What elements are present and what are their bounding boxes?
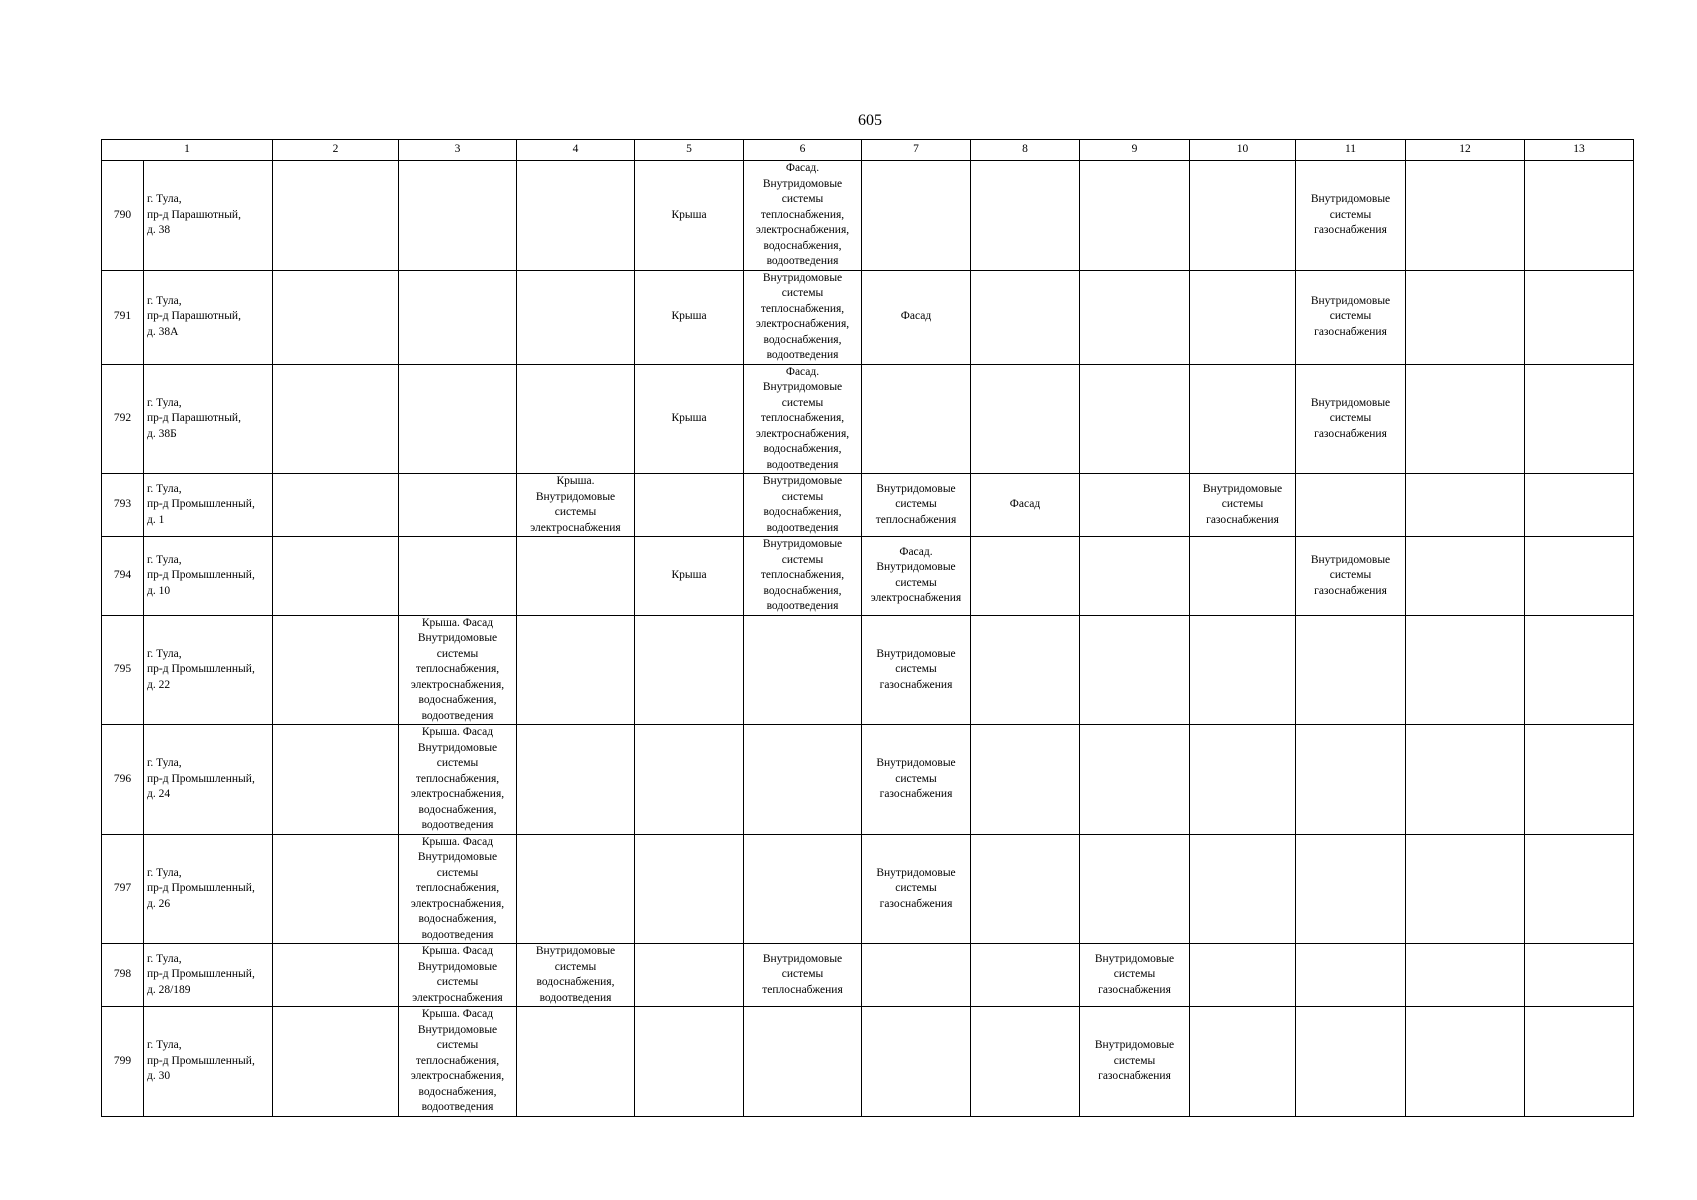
work-cell-col-12	[1406, 725, 1525, 835]
work-cell-col-3	[399, 161, 517, 271]
work-cell-col-10	[1190, 161, 1296, 271]
work-cell-col-13	[1525, 725, 1634, 835]
work-cell-col-6	[744, 944, 862, 1007]
column-header-2: 2	[273, 140, 399, 161]
work-cell-col-12	[1406, 270, 1525, 364]
work-cell-col-13	[1525, 834, 1634, 944]
work-text: Фасад	[900, 310, 932, 323]
work-cell-col-7	[862, 944, 971, 1007]
work-text: Внутридомовые системы теплоснабжения	[875, 482, 957, 526]
work-text: Крыша	[671, 412, 707, 424]
work-text: Крыша	[671, 208, 707, 221]
work-cell-col-7	[862, 161, 971, 271]
address-cell	[144, 270, 273, 364]
work-cell-col-12	[1406, 1007, 1525, 1117]
address-text: г. Тула, пр-д Промышленный, д. 24	[147, 757, 255, 800]
work-cell-col-2	[273, 834, 399, 944]
work-text: Крыша	[671, 310, 707, 323]
column-header-3: 3	[399, 140, 517, 161]
work-cell-col-3	[399, 944, 517, 1007]
work-cell-col-4	[517, 725, 635, 835]
work-cell-col-6	[744, 537, 862, 616]
work-cell-col-5	[635, 1007, 744, 1117]
work-text: Фасад	[1009, 498, 1041, 511]
work-cell-col-8	[971, 270, 1080, 364]
work-cell-col-11	[1296, 364, 1406, 474]
work-cell-col-3	[399, 615, 517, 725]
work-cell-col-12	[1406, 615, 1525, 725]
row-number: 799	[102, 1007, 144, 1117]
address-text: г. Тула, пр-д Промышленный, д. 22	[147, 647, 255, 691]
work-cell-col-6	[744, 834, 862, 944]
work-cell-col-9	[1080, 725, 1190, 835]
work-cell-col-7	[862, 1007, 971, 1117]
work-cell-col-3	[399, 725, 517, 835]
work-cell-col-5	[635, 944, 744, 1007]
table-row	[102, 161, 1634, 271]
work-cell-col-9	[1080, 1007, 1190, 1117]
column-header-6: 6	[744, 140, 862, 161]
work-cell-col-13	[1525, 537, 1634, 616]
column-header-8: 8	[971, 140, 1080, 161]
work-cell-col-10	[1190, 364, 1296, 474]
work-text: Фасад. Внутридомовые системы электроснабжения	[870, 545, 962, 605]
work-cell-col-10	[1190, 474, 1296, 537]
table-row	[102, 270, 1634, 364]
work-cell-col-5	[635, 725, 744, 835]
table-row	[102, 1007, 1634, 1117]
work-cell-col-2	[273, 615, 399, 725]
table-row	[102, 834, 1634, 944]
work-cell-col-4	[517, 270, 635, 364]
work-cell-col-11	[1296, 834, 1406, 944]
row-number: 790	[102, 161, 144, 271]
work-text: Крыша. Фасад Внутридомовые системы теплоснабжения, электроснабжения, водоснабжения, водоотведения	[410, 726, 505, 831]
address-cell	[144, 615, 273, 725]
work-cell-col-11	[1296, 725, 1406, 835]
work-cell-col-8	[971, 364, 1080, 474]
work-text: Внутридомовые системы газоснабжения	[1310, 396, 1391, 440]
work-cell-col-8	[971, 474, 1080, 537]
work-text: Крыша. Фасад Внутридомовые системы теплоснабжения, электроснабжения, водоснабжения, водоотведения	[410, 835, 505, 941]
work-text: Внутридомовые системы теплоснабжения, водоснабжения, водоотведения	[760, 538, 845, 612]
work-cell-col-7	[862, 474, 971, 537]
work-text: Внутридомовые системы газоснабжения	[876, 647, 956, 691]
work-cell-col-4	[517, 834, 635, 944]
column-header-7: 7	[862, 140, 971, 161]
address-text: г. Тула, пр-д Промышленный, д. 30	[147, 1039, 255, 1082]
address-cell	[144, 1007, 273, 1117]
row-number: 794	[102, 537, 144, 616]
work-text: Крыша	[671, 569, 707, 581]
page-number: 605	[858, 112, 882, 129]
table-row	[102, 615, 1634, 725]
work-cell-col-8	[971, 615, 1080, 725]
work-cell-col-10	[1190, 270, 1296, 364]
work-cell-col-13	[1525, 474, 1634, 537]
work-text: Внутридомовые системы водоснабжения, водоотведения	[762, 475, 843, 534]
work-cell-col-5	[635, 474, 744, 537]
column-header-5: 5	[635, 140, 744, 161]
work-text: Фасад. Внутридомовые системы теплоснабжения, электроснабжения, водоснабжения, водоотведения	[755, 162, 850, 267]
work-cell-col-8	[971, 161, 1080, 271]
address-cell	[144, 537, 273, 616]
work-cell-col-5	[635, 537, 744, 616]
work-text: Крыша. Фасад Внутридомовые системы теплоснабжения, электроснабжения, водоснабжения, водоотведения	[410, 616, 505, 722]
work-cell-col-9	[1080, 834, 1190, 944]
table-row	[102, 944, 1634, 1007]
work-text: Внутридомовые системы теплоснабжения, электроснабжения, водоснабжения, водоотведения	[755, 271, 850, 361]
work-cell-col-7	[862, 615, 971, 725]
column-header-4: 4	[517, 140, 635, 161]
work-cell-col-10	[1190, 615, 1296, 725]
work-cell-col-9	[1080, 364, 1190, 474]
work-cell-col-4	[517, 944, 635, 1007]
table-row	[102, 725, 1634, 835]
work-cell-col-8	[971, 944, 1080, 1007]
row-number: 797	[102, 834, 144, 944]
work-text: Внутридомовые системы газоснабжения	[876, 757, 956, 800]
work-cell-col-13	[1525, 364, 1634, 474]
address-text: г. Тула, пр-д Промышленный, д. 1	[147, 482, 255, 526]
work-cell-col-11	[1296, 537, 1406, 616]
work-cell-col-11	[1296, 161, 1406, 271]
work-cell-col-10	[1190, 725, 1296, 835]
address-text: г. Тула, пр-д Парашютный, д. 38Б	[147, 396, 241, 440]
work-cell-col-6	[744, 615, 862, 725]
work-cell-col-4	[517, 161, 635, 271]
address-text: г. Тула, пр-д Промышленный, д. 10	[147, 553, 255, 597]
column-header-9: 9	[1080, 140, 1190, 161]
address-cell	[144, 161, 273, 271]
row-number: 793	[102, 474, 144, 537]
work-cell-col-9	[1080, 270, 1190, 364]
work-text: Внутридомовые системы теплоснабжения	[762, 952, 843, 996]
column-header-12: 12	[1406, 140, 1525, 161]
work-cell-col-2	[273, 537, 399, 616]
work-cell-col-11	[1296, 615, 1406, 725]
address-text: г. Тула, пр-д Парашютный, д. 38	[147, 193, 241, 236]
row-number: 798	[102, 944, 144, 1007]
work-cell-col-5	[635, 615, 744, 725]
address-text: г. Тула, пр-д Промышленный, д. 28/189	[147, 952, 255, 996]
address-cell	[144, 725, 273, 835]
work-cell-col-13	[1525, 1007, 1634, 1117]
work-text: Фасад. Внутридомовые системы теплоснабжения, электроснабжения, водоснабжения, водоотведения	[755, 365, 850, 471]
work-cell-col-2	[273, 1007, 399, 1117]
work-cell-col-6	[744, 474, 862, 537]
address-cell	[144, 834, 273, 944]
work-cell-col-10	[1190, 834, 1296, 944]
column-header-10: 10	[1190, 140, 1296, 161]
work-cell-col-5	[635, 270, 744, 364]
row-number: 791	[102, 270, 144, 364]
work-cell-col-2	[273, 364, 399, 474]
work-cell-col-3	[399, 537, 517, 616]
work-cell-col-2	[273, 161, 399, 271]
work-cell-col-8	[971, 537, 1080, 616]
work-cell-col-2	[273, 474, 399, 537]
work-cell-col-6	[744, 725, 862, 835]
work-cell-col-3	[399, 474, 517, 537]
work-cell-col-3	[399, 834, 517, 944]
table-row	[102, 474, 1634, 537]
work-cell-col-5	[635, 364, 744, 474]
work-text: Крыша. Фасад Внутридомовые системы теплоснабжения, электроснабжения, водоснабжения, водоотведения	[410, 1008, 505, 1113]
work-cell-col-6	[744, 364, 862, 474]
work-text: Внутридомовые системы газоснабжения	[1094, 952, 1175, 996]
column-header-11: 11	[1296, 140, 1406, 161]
work-cell-col-4	[517, 537, 635, 616]
work-cell-col-12	[1406, 537, 1525, 616]
address-text: г. Тула, пр-д Парашютный, д. 38А	[147, 294, 241, 338]
address-cell	[144, 364, 273, 474]
address-cell	[144, 474, 273, 537]
work-cell-col-8	[971, 725, 1080, 835]
work-text: Внутридомовые системы газоснабжения	[876, 866, 956, 910]
row-number: 795	[102, 615, 144, 725]
work-cell-col-11	[1296, 944, 1406, 1007]
work-cell-col-5	[635, 834, 744, 944]
work-cell-col-11	[1296, 270, 1406, 364]
work-cell-col-8	[971, 1007, 1080, 1117]
column-header-1: 1	[102, 140, 273, 161]
work-cell-col-3	[399, 1007, 517, 1117]
work-cell-col-6	[744, 1007, 862, 1117]
work-text: Внутридомовые системы газоснабжения	[1310, 553, 1391, 597]
work-cell-col-7	[862, 364, 971, 474]
work-cell-col-7	[862, 270, 971, 364]
work-cell-col-12	[1406, 364, 1525, 474]
work-cell-col-12	[1406, 944, 1525, 1007]
work-cell-col-2	[273, 944, 399, 1007]
work-text: Крыша. Фасад Внутридомовые системы электроснабжения	[412, 945, 503, 1004]
header-row	[102, 140, 1634, 161]
address-cell	[144, 944, 273, 1007]
work-cell-col-12	[1406, 161, 1525, 271]
work-cell-col-9	[1080, 615, 1190, 725]
work-cell-col-9	[1080, 474, 1190, 537]
work-text: Внутридомовые системы газоснабжения	[1202, 482, 1283, 526]
work-text: Внутридомовые системы газоснабжения	[1310, 193, 1391, 236]
work-cell-col-3	[399, 270, 517, 364]
work-cell-col-8	[971, 834, 1080, 944]
row-number: 796	[102, 725, 144, 835]
work-cell-col-4	[517, 615, 635, 725]
work-text: Внутридомовые системы водоснабжения, водоотведения	[535, 945, 616, 1004]
work-cell-col-12	[1406, 834, 1525, 944]
work-cell-col-4	[517, 474, 635, 537]
column-header-13: 13	[1525, 140, 1634, 161]
work-cell-col-13	[1525, 615, 1634, 725]
work-cell-col-13	[1525, 270, 1634, 364]
work-cell-col-7	[862, 725, 971, 835]
work-cell-col-13	[1525, 161, 1634, 271]
work-text: Внутридомовые системы газоснабжения	[1310, 294, 1391, 338]
row-number: 792	[102, 364, 144, 474]
work-cell-col-4	[517, 364, 635, 474]
work-cell-col-3	[399, 364, 517, 474]
work-cell-col-9	[1080, 944, 1190, 1007]
work-cell-col-11	[1296, 1007, 1406, 1117]
work-cell-col-4	[517, 1007, 635, 1117]
work-cell-col-9	[1080, 161, 1190, 271]
work-cell-col-7	[862, 834, 971, 944]
work-text: Крыша. Внутридомовые системы электроснабжения	[530, 475, 621, 534]
work-cell-col-5	[635, 161, 744, 271]
work-text: Внутридомовые системы газоснабжения	[1094, 1039, 1175, 1082]
table-row	[102, 537, 1634, 616]
work-cell-col-6	[744, 161, 862, 271]
repair-schedule-table	[101, 139, 1634, 1117]
work-cell-col-10	[1190, 944, 1296, 1007]
table-row	[102, 364, 1634, 474]
work-cell-col-6	[744, 270, 862, 364]
work-cell-col-2	[273, 270, 399, 364]
work-cell-col-2	[273, 725, 399, 835]
work-cell-col-9	[1080, 537, 1190, 616]
address-text: г. Тула, пр-д Промышленный, д. 26	[147, 866, 255, 910]
work-cell-col-12	[1406, 474, 1525, 537]
work-cell-col-10	[1190, 537, 1296, 616]
work-cell-col-10	[1190, 1007, 1296, 1117]
work-cell-col-13	[1525, 944, 1634, 1007]
work-cell-col-11	[1296, 474, 1406, 537]
work-cell-col-7	[862, 537, 971, 616]
